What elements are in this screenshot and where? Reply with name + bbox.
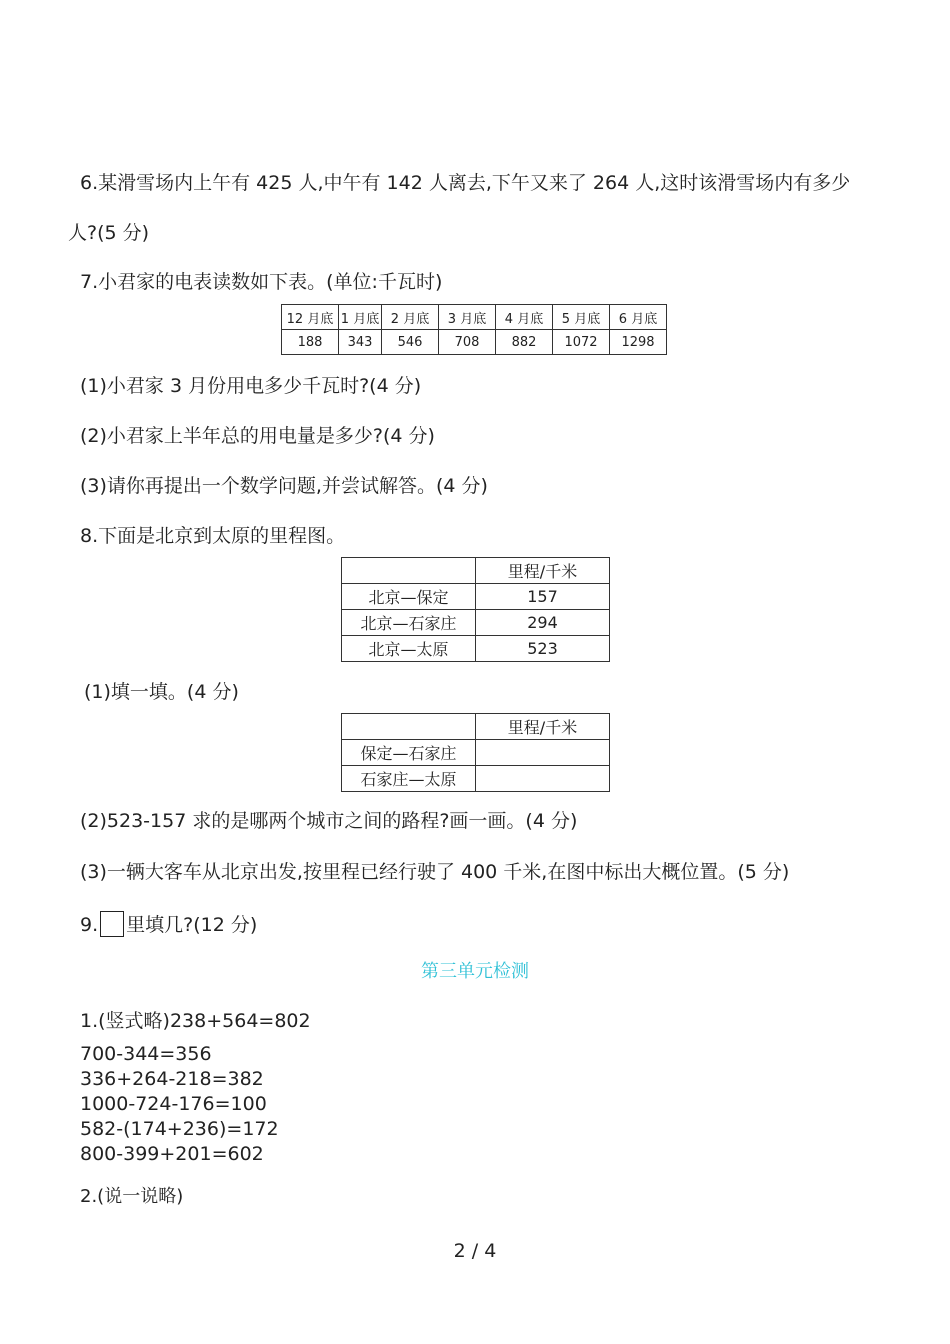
q6-line1: 6.某滑雪场内上午有 425 人,中午有 142 人离去,下午又来了 264 人,这时该滑雪场内有多少 (80, 172, 851, 194)
q9-suffix: 里填几?(12 分) (126, 914, 258, 936)
q7-sub2: (2)小君家上半年总的用电量是多少?(4 分) (80, 425, 435, 447)
mileage-header-blank (342, 558, 476, 584)
km-cell: 157 (476, 584, 610, 610)
q6-line2: 人?(5 分) (68, 222, 150, 244)
answer-line: 1000-724-176=100 (80, 1093, 267, 1115)
answer-box-icon (100, 911, 124, 937)
table-row (342, 610, 610, 636)
table-row (342, 636, 610, 662)
meter-header-cell: 2 月底 (382, 305, 439, 330)
q8-sub2: (2)523-157 求的是哪两个城市之间的路程?画一画。(4 分) (80, 810, 578, 832)
fill-header-blank (342, 714, 476, 740)
q8-title: 8.下面是北京到太原的里程图。 (80, 525, 346, 547)
meter-value-cell: 188 (282, 330, 339, 355)
route-cell: 北京—太原 (342, 636, 476, 662)
mileage-header-row (342, 558, 610, 584)
answer-line: 800-399+201=602 (80, 1143, 264, 1165)
meter-header-cell: 5 月底 (553, 305, 610, 330)
meter-value-cell: 546 (382, 330, 439, 355)
route-cell: 北京—石家庄 (342, 610, 476, 636)
meter-header-cell: 12 月底 (282, 305, 339, 330)
meter-reading-table (281, 304, 667, 355)
km-answer-cell[interactable] (476, 766, 610, 792)
meter-header-row (282, 305, 667, 330)
q8-sub1: (1)填一填。(4 分) (84, 681, 239, 703)
meter-value-cell: 343 (339, 330, 382, 355)
km-cell: 294 (476, 610, 610, 636)
meter-value-row (282, 330, 667, 355)
answer-2: 2.(说一说略) (80, 1186, 184, 1207)
meter-value-cell: 1072 (553, 330, 610, 355)
q7-sub3: (3)请你再提出一个数学问题,并尝试解答。(4 分) (80, 475, 488, 497)
mileage-header-km: 里程/千米 (476, 558, 610, 584)
answer-1: 1.(竖式略)238+564=802 (80, 1010, 311, 1032)
table-row (342, 740, 610, 766)
table-row (342, 584, 610, 610)
answer-line: 700-344=356 (80, 1043, 212, 1065)
meter-header-cell: 4 月底 (496, 305, 553, 330)
q7-title: 7.小君家的电表读数如下表。(单位:千瓦时) (80, 271, 443, 293)
fill-header-row (342, 714, 610, 740)
km-answer-cell[interactable] (476, 740, 610, 766)
meter-header-cell: 1 月底 (339, 305, 382, 330)
meter-value-cell: 882 (496, 330, 553, 355)
q8-sub3: (3)一辆大客车从北京出发,按里程已经行驶了 400 千米,在图中标出大概位置。(5 分) (80, 861, 790, 883)
route-cell: 石家庄—太原 (342, 766, 476, 792)
table-row (342, 766, 610, 792)
page-number: 2 / 4 (453, 1240, 497, 1262)
q9-line (80, 910, 257, 937)
route-cell: 北京—保定 (342, 584, 476, 610)
km-cell: 523 (476, 636, 610, 662)
answers-heading: 第三单元检测 (421, 961, 529, 982)
answer-line: 582-(174+236)=172 (80, 1118, 279, 1140)
answer-line: 336+264-218=382 (80, 1068, 264, 1090)
meter-value-cell: 1298 (610, 330, 667, 355)
meter-header-cell: 3 月底 (439, 305, 496, 330)
q7-sub1: (1)小君家 3 月份用电多少千瓦时?(4 分) (80, 375, 422, 397)
q9-prefix: 9. (80, 914, 99, 936)
meter-header-cell: 6 月底 (610, 305, 667, 330)
route-cell: 保定—石家庄 (342, 740, 476, 766)
mileage-table (341, 557, 610, 662)
meter-value-cell: 708 (439, 330, 496, 355)
fill-in-table (341, 713, 610, 792)
fill-header-km: 里程/千米 (476, 714, 610, 740)
